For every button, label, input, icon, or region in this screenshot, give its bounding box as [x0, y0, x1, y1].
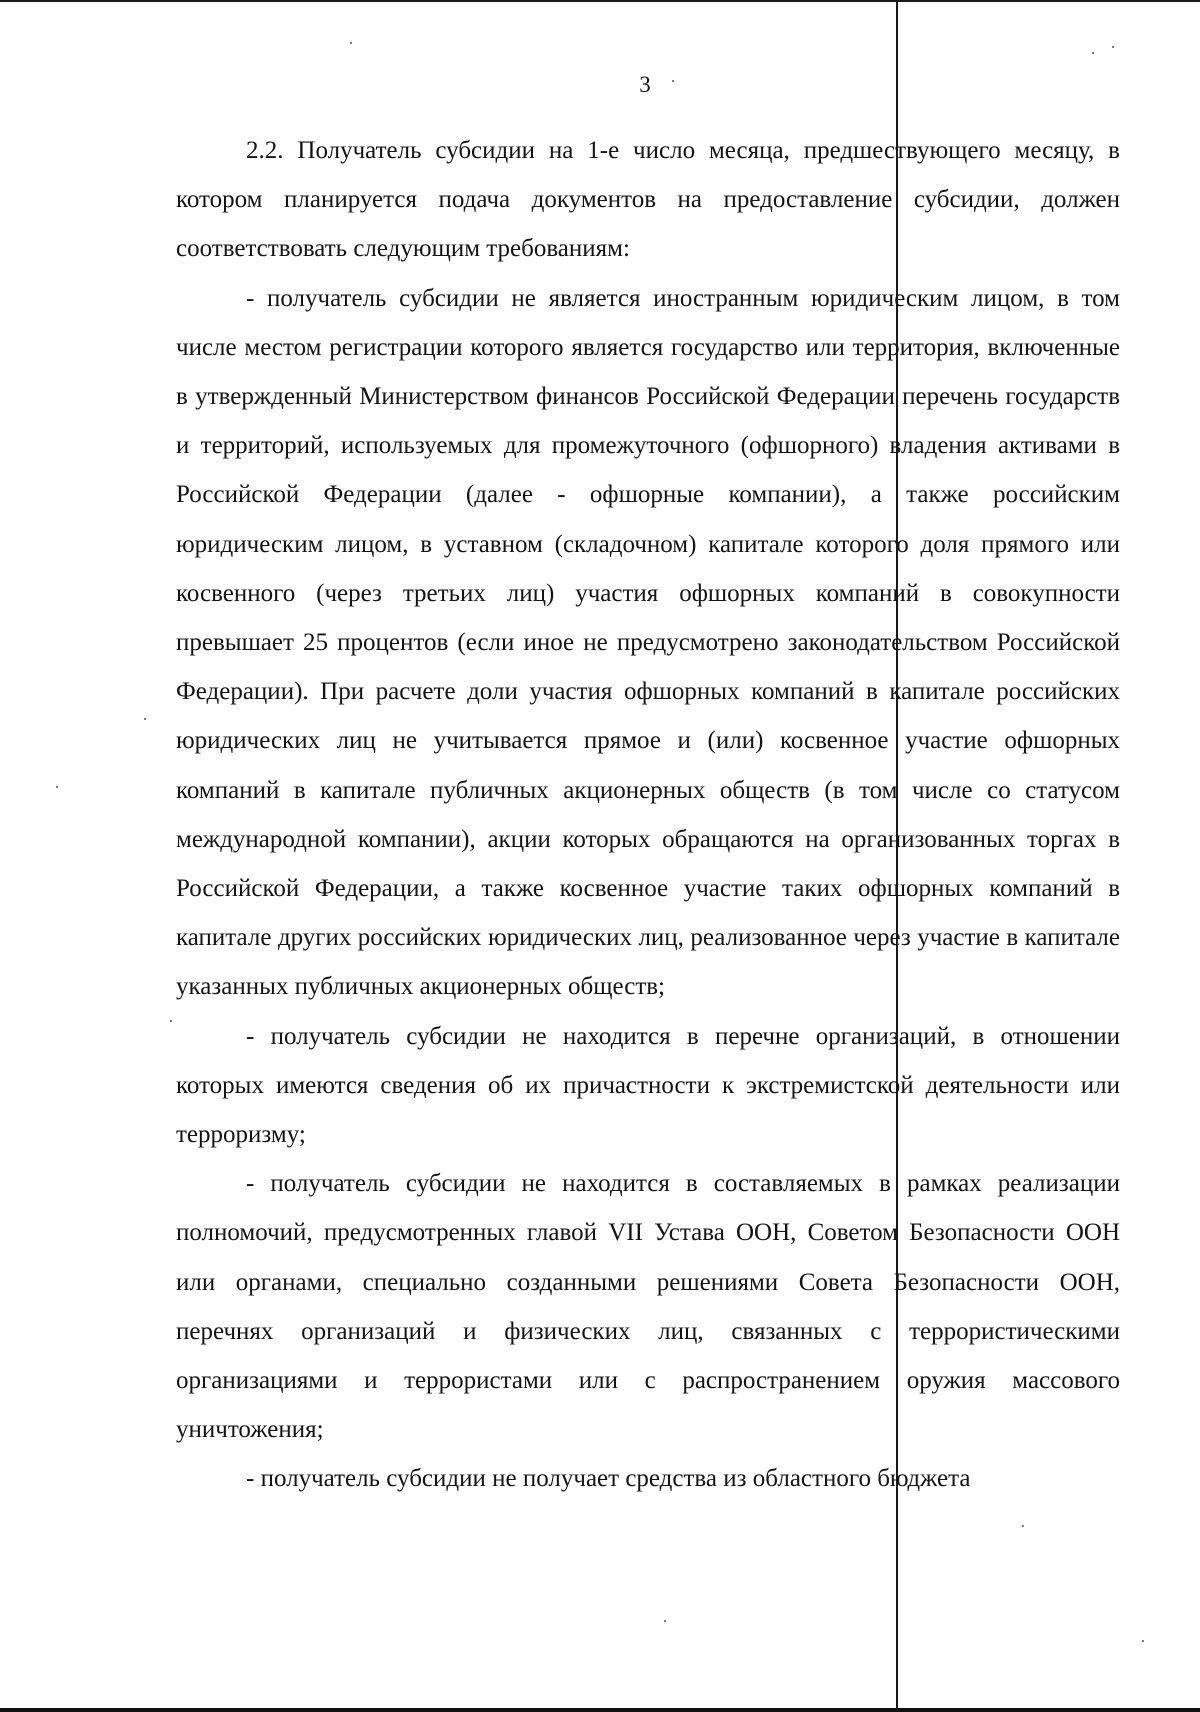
scan-speck	[1022, 1525, 1024, 1527]
scan-speck	[350, 42, 352, 44]
paragraph-budget-funds-requirement: - получатель субсидии не получает средства из областного бюджета	[246, 1465, 971, 1493]
scan-speck	[1142, 1640, 1144, 1642]
document-body	[176, 126, 1120, 1504]
paragraph-un-list-requirement: - получатель субсидии не находится в составляемых в рамках реализации полномочий, предусмотренных главой VII Устава ООН, Советом Безопасности ООН или органами, специально созданными решениями Совета Безопасности ООН, перечнях организаций и физических лиц, связанных с террористическими организациями и террористами или с распространением оружия массового уничтожения;	[176, 1170, 1120, 1444]
paragraph-extremism-list-requirement: - получатель субсидии не находится в перечне организаций, в отношении которых имеются сведения об их причастности к экстремистской деятельности или терроризму;	[176, 1022, 1120, 1149]
scan-speck	[664, 1620, 666, 1622]
scan-speck	[1092, 52, 1094, 54]
scan-speck	[56, 786, 58, 788]
scan-speck	[144, 718, 146, 720]
scan-top-edge	[0, 0, 1200, 2]
paragraph-subsidy-requirements: 2.2. Получатель субсидии на 1-е число месяца, предшествующего месяцу, в котором планируется подача документов на предоставление субсидии, должен соответствовать следующим требованиям:	[176, 137, 1120, 263]
scan-speck	[1112, 46, 1114, 48]
scan-bottom-edge	[0, 1708, 1200, 1712]
page-number: 3	[639, 72, 651, 97]
paragraph-foreign-entity-requirement: - получатель субсидии не является иностранным юридическим лицом, в том числе местом регистрации которого является государство или территория, включенные в утвержденный Министерством финансов Российской Федерации перечень государств и территорий, используемых для промежуточного (офшорного) владения активами в Российской Федерации (далее - офшорные компании), а также российским юридическим лицом, в уставном (складочном) капитале которого доля прямого или косвенного (через третьих лиц) участия офшорных компаний в совокупности превышает 25 процентов (если иное не предусмотрено законодательством Российской Федерации). При расчете доли участия офшорных компаний в капитале российских юридических лиц не учитывается прямое и (или) косвенное участие офшорных компаний в капитале публичных акционерных обществ (в том числе со статусом международной компании), акции которых обращаются на организованных торгах в Российской Федерации, а также косвенное участие таких офшорных компаний в капитале других российских юридических лиц, реализованное через участие в капитале указанных публичных акционерных обществ;	[176, 284, 1120, 1001]
scan-speck	[170, 1020, 172, 1022]
